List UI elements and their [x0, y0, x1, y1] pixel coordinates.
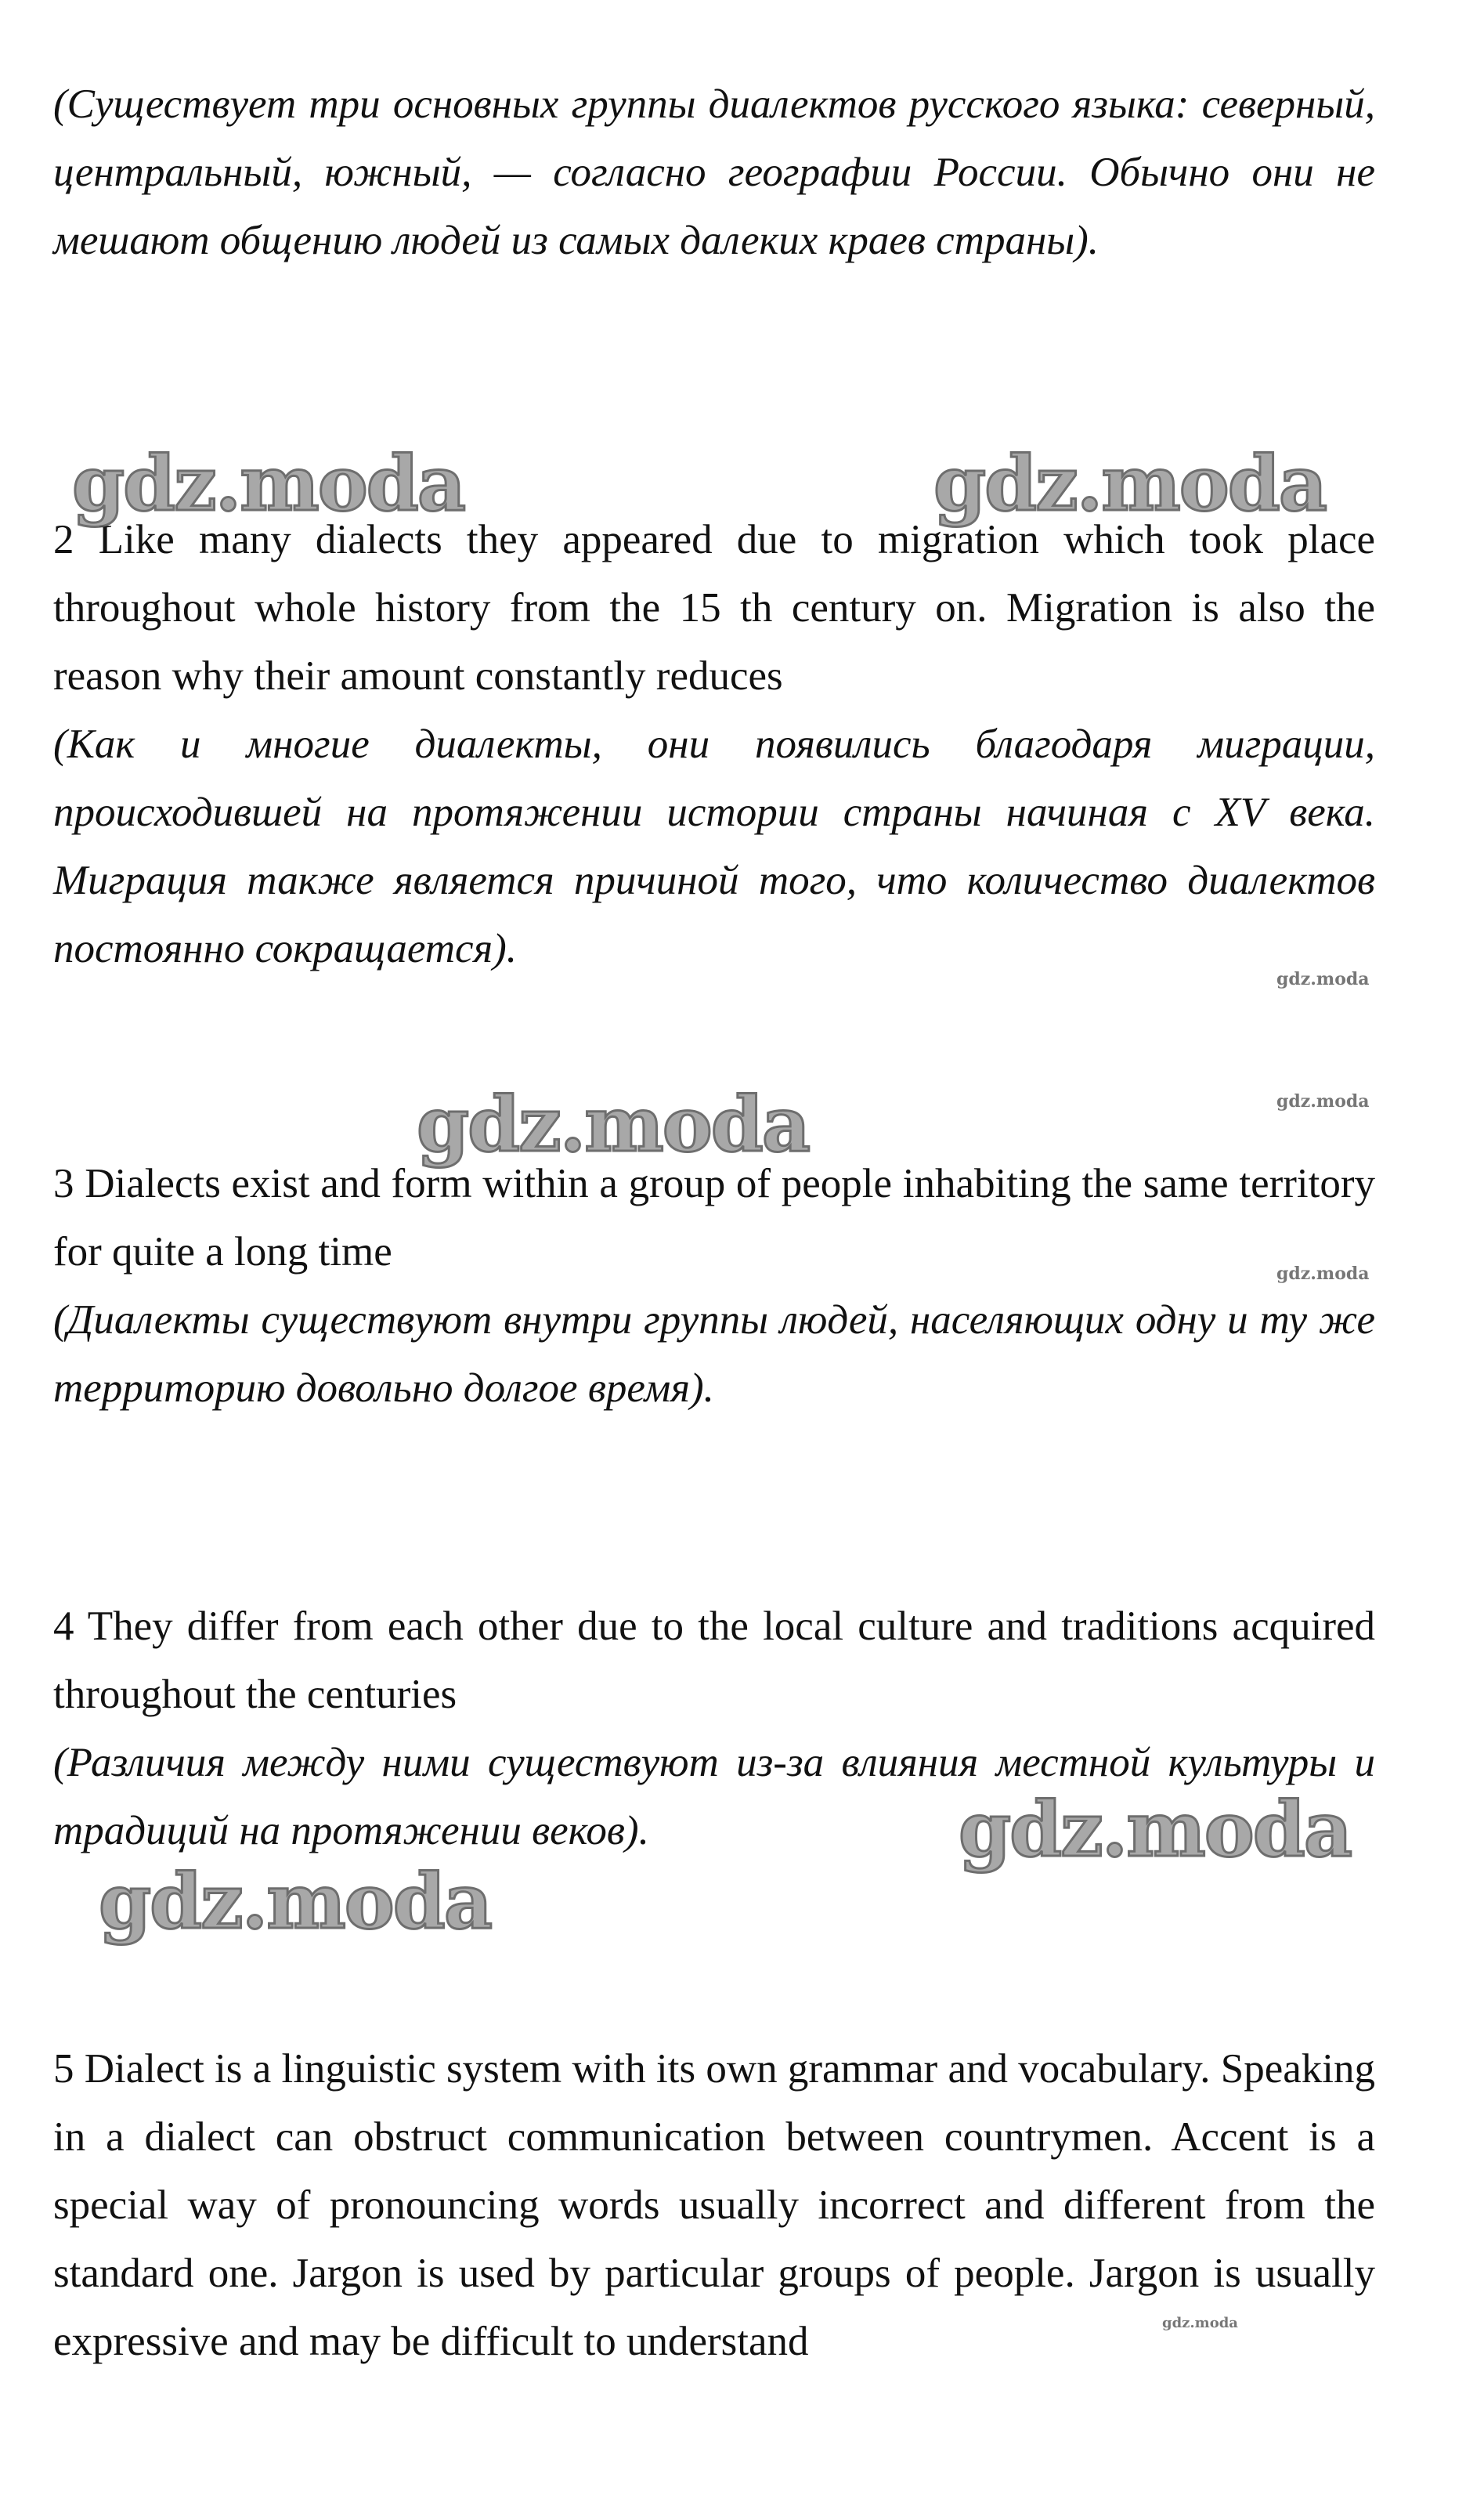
- item-2: [53, 506, 1375, 983]
- watermark-large: gdz.moda: [959, 1785, 1352, 1874]
- watermark-large: gdz.moda: [99, 1857, 492, 1946]
- watermark-small: gdz.moda: [1162, 2315, 1238, 2331]
- item-2-english: Like many dialects they appeared due to migration which took place throughout whole history from the 15 th century on. Migration is also the reason why their amount constantly reduces: [53, 517, 1375, 699]
- item-3-number: 3: [53, 1161, 74, 1206]
- item-4-english: They differ from each other due to the local culture and traditions acquired throughout the centuries: [53, 1604, 1375, 1717]
- watermark-large: gdz.moda: [417, 1080, 810, 1169]
- item-5-english: Dialect is a linguistic system with its own grammar and vocabulary. Speaking in a dialect can obstruct communication between countrymen. Accent is a special way of pronouncing words usually incorrect and different from the standard one. Jargon is used by particular groups of people. Jargon is usually expressive and may be difficult to understand: [53, 2046, 1376, 2364]
- item-3-russian: (Диалекты существуют внутри группы людей, населяющих одну и ту же территорию довольно долгое время).: [53, 1297, 1375, 1411]
- item-4-number: 4: [53, 1604, 74, 1649]
- watermark-small: gdz.moda: [1276, 1091, 1370, 1112]
- watermark-large: gdz.moda: [933, 439, 1327, 528]
- item-4-russian: (Различия между ними существуют из-за влияния местной культуры и традиций на протяжении веков).: [53, 1740, 1375, 1853]
- item-5-number: 5: [53, 2046, 74, 2092]
- watermark-small: gdz.moda: [1276, 969, 1370, 989]
- item-2-russian: (Как и многие диалекты, они появились благодаря миграции, происходившей на протяжении истории страны начиная с XV века. Миграция также является причиной того, что количество диалектов постоянно сокращается).: [53, 721, 1375, 971]
- intro-ru-text: (Существует три основных группы диалектов русского языка: северный, центральный, южный, — согласно географии России. Обычно они не мешают общению людей из самых далеких краев страны).: [53, 81, 1375, 263]
- watermark-small: gdz.moda: [1276, 1264, 1370, 1284]
- item-3: [53, 1150, 1375, 1423]
- item-2-number: 2: [53, 517, 74, 562]
- watermark-large: gdz.moda: [72, 439, 465, 528]
- intro-translation: [53, 71, 1375, 275]
- item-3-english: Dialects exist and form within a group of people inhabiting the same territory for quite a long time: [53, 1161, 1375, 1275]
